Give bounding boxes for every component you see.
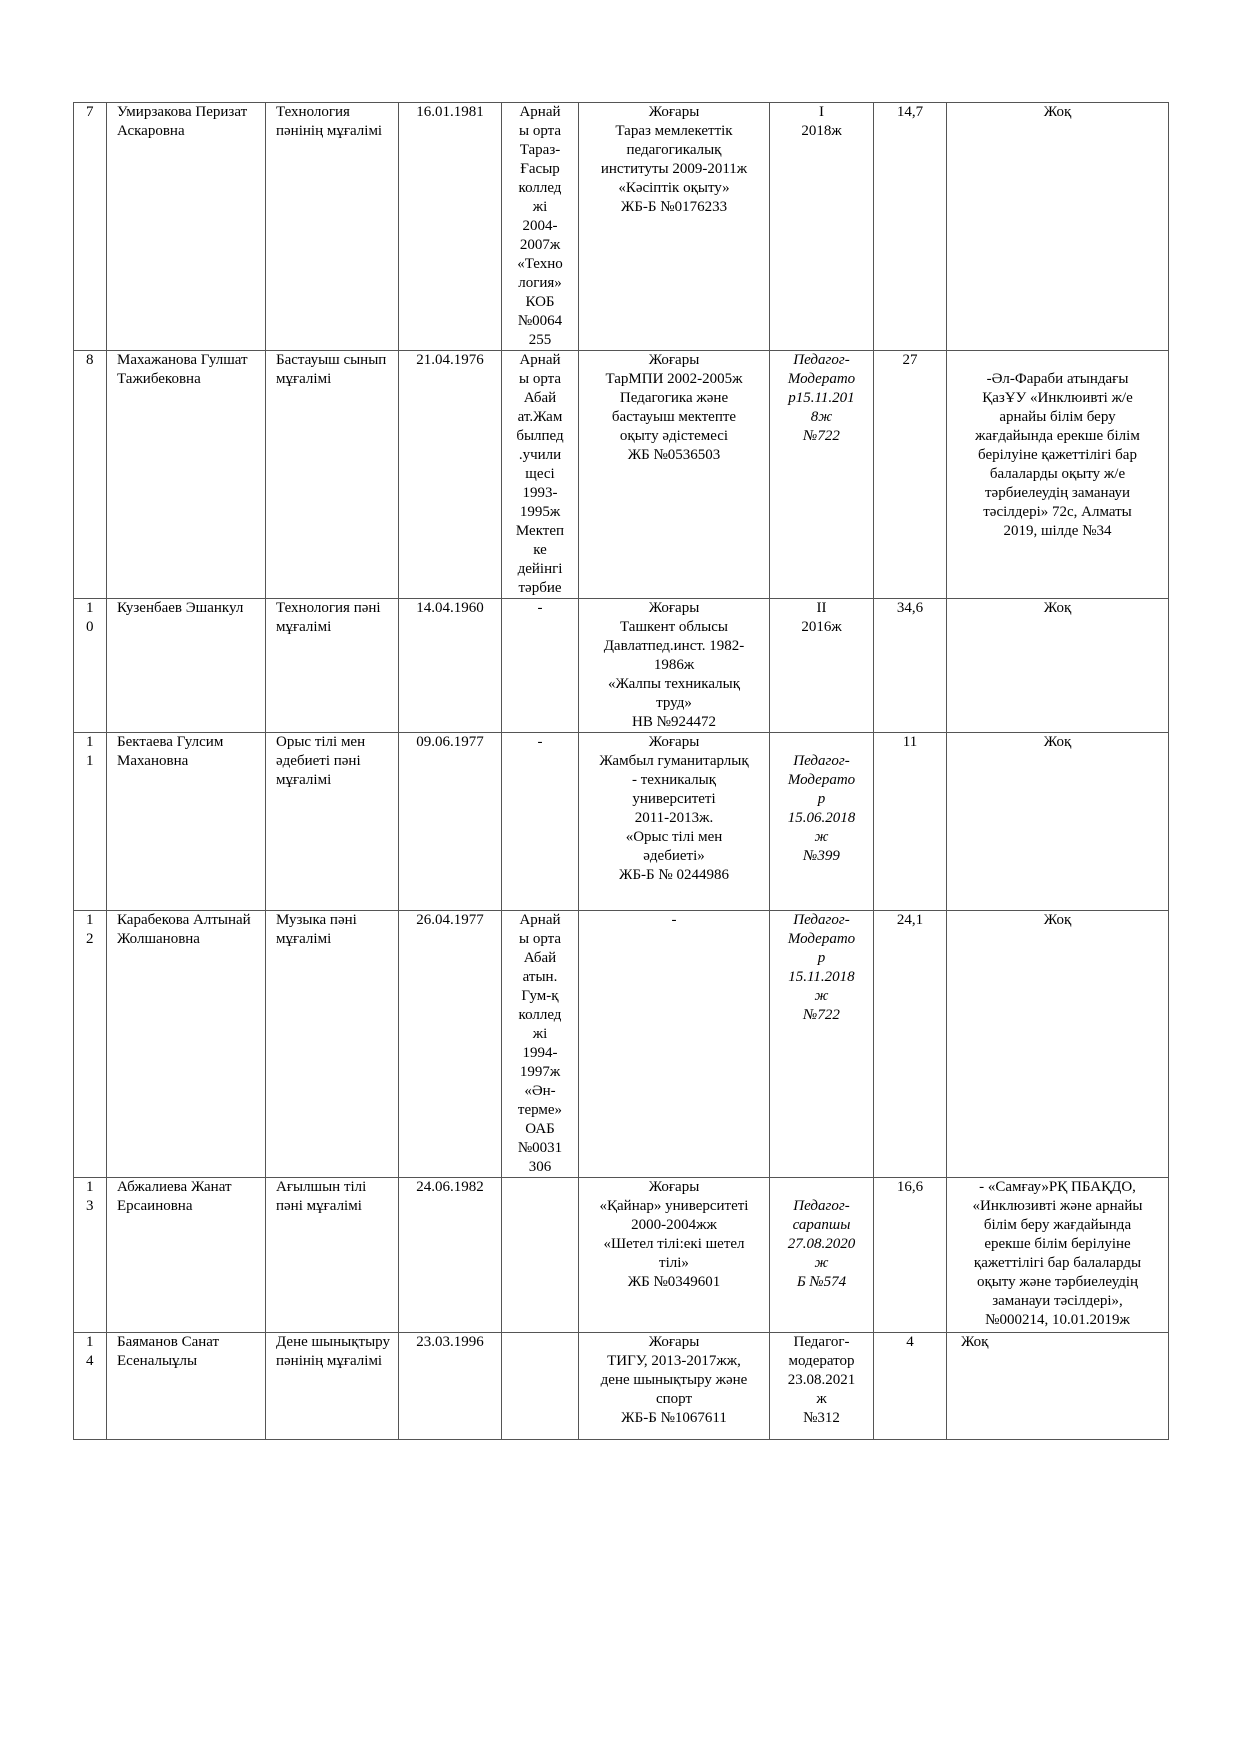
- qualification-category: [770, 911, 874, 1178]
- category-line: ж: [816, 1391, 827, 1407]
- table-row: [74, 1178, 1169, 1333]
- birth-date: [399, 599, 502, 733]
- category-line: р: [817, 950, 826, 966]
- birth-date: [399, 1178, 502, 1333]
- category-line: сарапшы: [792, 1217, 851, 1233]
- courses: [947, 1178, 1169, 1333]
- higher-education-line: Жоғары: [648, 1179, 700, 1195]
- courses-line: - «Самғау»РҚ ПБАҚДО,: [979, 1179, 1136, 1195]
- higher-education-line: ЖБ-Б № 0244986: [619, 867, 729, 883]
- higher-education-line: Педагогика және: [619, 390, 729, 406]
- secondary-education-line: ы орта: [518, 931, 562, 947]
- category-line: р15.11.201: [788, 390, 855, 406]
- birth-date: [399, 351, 502, 599]
- secondary-education-line: ы орта: [518, 371, 562, 387]
- higher-education-line: Жамбыл гуманитарлық: [599, 753, 749, 769]
- courses-line: «Инклюзивті және арнайы: [972, 1198, 1143, 1214]
- courses-line: арнайы білім беру: [999, 409, 1116, 425]
- category-line: модератор: [788, 1353, 855, 1369]
- qualification-category: [770, 103, 874, 351]
- category-line: №312: [803, 1410, 840, 1426]
- birth-date-text: 21.04.1976: [416, 352, 484, 368]
- secondary-education-line: тәрбие: [518, 580, 562, 596]
- higher-education-line: тілі»: [659, 1255, 689, 1271]
- birth-date: [399, 1333, 502, 1440]
- table-row: [74, 1333, 1169, 1440]
- higher-education: [579, 351, 770, 599]
- teacher-position: [266, 351, 399, 599]
- teacher-name: [107, 911, 266, 1178]
- courses-line: ҚазҰУ «Инклюивті ж/е: [982, 390, 1133, 406]
- secondary-education-line: жі: [532, 1026, 548, 1042]
- secondary-education-line: -: [537, 600, 543, 616]
- teacher-position-text: Дене шынықтыру пәнінің мұғалімі: [276, 1334, 390, 1369]
- courses-line: 2019, шілде №34: [1003, 523, 1112, 539]
- higher-education-line: - техникалық: [631, 772, 717, 788]
- higher-education-line: ТИГУ, 2013-2017жж,: [607, 1353, 741, 1369]
- row-number-text: 13: [86, 1179, 94, 1214]
- teacher-name-text: Бектаева Гулсим Махановна: [117, 734, 224, 769]
- courses-line: ерекше білім берілуіне: [984, 1236, 1131, 1252]
- work-experience-text: 16,6: [896, 1179, 924, 1195]
- higher-education-line: 2000-2004жж: [631, 1217, 717, 1233]
- teacher-name: [107, 1333, 266, 1440]
- secondary-education-line: 1993-: [522, 485, 558, 501]
- category-line: 23.08.2021: [787, 1372, 856, 1388]
- teacher-name-text: Кузенбаев Эшанкул: [117, 600, 244, 616]
- courses-line: Жоқ: [1043, 912, 1072, 928]
- higher-education-line: ЖБ №0349601: [627, 1274, 721, 1290]
- secondary-special-education: [502, 1333, 579, 1440]
- row-number-text: 10: [86, 600, 94, 635]
- courses-line: тәсілдері» 72с, Алматы: [983, 504, 1132, 520]
- secondary-education-line: Мектеп: [515, 523, 565, 539]
- higher-education-line: «Кәсіптік оқыту»: [618, 180, 730, 196]
- teacher-name: [107, 351, 266, 599]
- teacher-position-text: Музыка пәні мұғалімі: [276, 912, 357, 947]
- work-experience-text: 14,7: [896, 104, 924, 120]
- courses-line: Жоқ: [1043, 600, 1072, 616]
- higher-education: [579, 103, 770, 351]
- teacher-position: [266, 911, 399, 1178]
- higher-education: [579, 1178, 770, 1333]
- work-experience-text: 24,1: [896, 912, 924, 928]
- teacher-position-text: Технология пәні мұғалімі: [276, 600, 381, 635]
- secondary-education-line: 2004-: [522, 218, 558, 234]
- secondary-special-education: [502, 599, 579, 733]
- teacher-position: [266, 103, 399, 351]
- higher-education-line: Жоғары: [648, 352, 700, 368]
- secondary-education-line: ОАБ: [525, 1121, 555, 1137]
- courses: [947, 103, 1169, 351]
- table-row: [74, 733, 1169, 911]
- category-line: Модерато: [787, 931, 856, 947]
- secondary-special-education: [502, 103, 579, 351]
- row-number: [74, 351, 107, 599]
- secondary-education-line: 2007ж: [519, 237, 561, 253]
- higher-education-line: ТарМПИ 2002-2005ж: [605, 371, 743, 387]
- higher-education-line: «Қайнар» университеті: [599, 1198, 749, 1214]
- higher-education: [579, 1333, 770, 1440]
- row-number: [74, 733, 107, 911]
- higher-education-line: оқыту әдістемесі: [619, 428, 729, 444]
- higher-education-line: институты 2009-2011ж: [600, 161, 748, 177]
- courses-line: №000214, 10.01.2019ж: [985, 1312, 1130, 1328]
- secondary-education-line: ы орта: [518, 123, 562, 139]
- courses-line: -Әл-Фараби атындағы: [986, 371, 1129, 387]
- secondary-education-line: «Техно: [517, 256, 563, 272]
- secondary-education-line: Абай: [523, 950, 557, 966]
- qualification-category: [770, 1178, 874, 1333]
- courses-line: қажеттілігі бар балаларды: [973, 1255, 1142, 1271]
- higher-education-line: ЖБ-Б №0176233: [620, 199, 728, 215]
- higher-education-line: -: [671, 912, 677, 928]
- secondary-education-line: Арнай: [519, 912, 561, 928]
- teacher-name-text: Абжалиева Жанат Ерсаиновна: [117, 1179, 232, 1214]
- work-experience: [874, 1178, 947, 1333]
- secondary-education-line: Гум-қ: [521, 988, 559, 1004]
- work-experience-text: 34,6: [896, 600, 924, 616]
- secondary-education-line: 1997ж: [519, 1064, 561, 1080]
- teacher-name: [107, 599, 266, 733]
- row-number: [74, 1333, 107, 1440]
- courses-line: жағдайында ерекше білім: [975, 428, 1140, 444]
- secondary-education-line: Абай: [523, 390, 557, 406]
- higher-education-line: дене шынықтыру және: [600, 1372, 748, 1388]
- higher-education-line: педагогикалық: [626, 142, 722, 158]
- work-experience-text: 27: [902, 352, 918, 368]
- secondary-special-education: [502, 911, 579, 1178]
- courses-line: Жоқ: [1043, 734, 1072, 750]
- higher-education-line: Ташкент облысы: [620, 619, 728, 635]
- category-line: [774, 733, 869, 752]
- higher-education-line: «Шетел тілі:екі шетел: [603, 1236, 745, 1252]
- category-line: ж: [814, 829, 829, 845]
- courses-line: [951, 351, 1164, 370]
- category-line: І: [819, 104, 824, 120]
- teacher-name-text: Махажанова Гулшат Тажибековна: [117, 352, 248, 387]
- secondary-education-line: логия»: [518, 275, 562, 291]
- teacher-name-text: Умирзакова Перизат Аскаровна: [117, 104, 248, 139]
- teacher-position-text: Технология пәнінің мұғалімі: [276, 104, 383, 139]
- secondary-education-line: терме»: [517, 1102, 563, 1118]
- birth-date-text: 16.01.1981: [416, 104, 484, 120]
- work-experience: [874, 351, 947, 599]
- higher-education-line: Жоғары: [648, 1334, 700, 1350]
- secondary-education-line: «Ән-: [524, 1083, 556, 1099]
- secondary-education-line: .учили: [518, 447, 562, 463]
- secondary-education-line: -: [537, 734, 543, 750]
- row-number-text: 12: [86, 912, 94, 947]
- secondary-education-line: дейінгі: [517, 561, 563, 577]
- teacher-position: [266, 1178, 399, 1333]
- qualification-category: [770, 1333, 874, 1440]
- secondary-education-line: ат.Жам: [517, 409, 563, 425]
- secondary-education-line: Ғасыр: [520, 161, 560, 177]
- category-line: Модерато: [787, 772, 856, 788]
- secondary-education-line: коллед: [518, 180, 562, 196]
- secondary-education-line: жі: [532, 199, 548, 215]
- category-line: [774, 1178, 869, 1197]
- category-line: 27.08.2020: [787, 1236, 856, 1252]
- higher-education: [579, 733, 770, 911]
- courses: [947, 599, 1169, 733]
- teacher-position-text: Орыс тілі мен әдебиеті пәні мұғалімі: [276, 734, 366, 788]
- secondary-education-line: 306: [528, 1159, 552, 1175]
- higher-education-line: Жоғары: [648, 734, 700, 750]
- secondary-education-line: 1994-: [522, 1045, 558, 1061]
- higher-education-line: ЖБ-Б №1067611: [621, 1410, 727, 1426]
- higher-education-line: әдебиеті»: [643, 848, 705, 864]
- category-line: 15.11.2018: [788, 969, 855, 985]
- qualification-category: [770, 733, 874, 911]
- row-number-text: 8: [86, 352, 94, 368]
- secondary-education-line: КОБ: [525, 294, 555, 310]
- category-line: №722: [803, 428, 840, 444]
- courses-line: заманауи тәсілдері»,: [992, 1293, 1123, 1309]
- higher-education-line: ЖБ №0536503: [627, 447, 721, 463]
- secondary-education-line: ке: [533, 542, 547, 558]
- courses-line: оқыту және тәрбиелеудің: [976, 1274, 1139, 1290]
- row-number-text: 14: [86, 1334, 94, 1369]
- courses-line: Жоқ: [1043, 104, 1072, 120]
- work-experience: [874, 911, 947, 1178]
- category-line: р: [817, 791, 826, 807]
- table-row: [74, 911, 1169, 1178]
- work-experience: [874, 599, 947, 733]
- category-line: ж: [814, 988, 829, 1004]
- category-line: 2016ж: [801, 619, 842, 635]
- table-row: [74, 351, 1169, 599]
- teacher-name: [107, 1178, 266, 1333]
- teacher-name: [107, 103, 266, 351]
- category-line: 8ж: [810, 409, 833, 425]
- birth-date: [399, 733, 502, 911]
- category-line: Б №574: [796, 1274, 847, 1290]
- row-number-text: 7: [86, 104, 94, 120]
- category-line: 2018ж: [801, 123, 842, 139]
- category-line: 15.06.2018: [787, 810, 856, 826]
- birth-date-text: 24.06.1982: [416, 1179, 484, 1195]
- work-experience: [874, 1333, 947, 1440]
- row-number-text: 11: [86, 734, 94, 769]
- higher-education-line: университеті: [632, 791, 716, 807]
- category-line: ж: [814, 1255, 829, 1271]
- higher-education: [579, 911, 770, 1178]
- courses-line: Жоқ: [961, 1334, 989, 1350]
- work-experience-text: 4: [906, 1334, 914, 1350]
- courses-line: білім беру жағдайында: [983, 1217, 1132, 1233]
- birth-date-text: 09.06.1977: [416, 734, 484, 750]
- secondary-education-line: былпед: [516, 428, 564, 444]
- secondary-education-line: №0031: [517, 1140, 563, 1156]
- category-line: Педагог-: [793, 1334, 850, 1350]
- secondary-special-education: [502, 1178, 579, 1333]
- table-row: [74, 599, 1169, 733]
- category-line: Педагог-: [793, 753, 850, 769]
- work-experience: [874, 103, 947, 351]
- secondary-education-line: Арнай: [519, 104, 561, 120]
- category-line: Педагог-: [793, 352, 850, 368]
- secondary-education-line: атын.: [522, 969, 558, 985]
- category-line: ІІ: [816, 600, 827, 616]
- teacher-name: [107, 733, 266, 911]
- higher-education-line: труд»: [656, 695, 692, 711]
- teacher-position: [266, 733, 399, 911]
- qualification-category: [770, 351, 874, 599]
- birth-date-text: 23.03.1996: [416, 1334, 484, 1350]
- category-line: №722: [803, 1007, 840, 1023]
- birth-date: [399, 103, 502, 351]
- higher-education-line: Жоғары: [648, 600, 700, 616]
- row-number: [74, 911, 107, 1178]
- teacher-position: [266, 599, 399, 733]
- higher-education-line: Тараз мемлекеттік: [615, 123, 733, 139]
- category-line: №399: [803, 848, 840, 864]
- teacher-position: [266, 1333, 399, 1440]
- secondary-education-line: Тараз-: [519, 142, 561, 158]
- secondary-special-education: [502, 733, 579, 911]
- secondary-education-line: №0064: [517, 313, 563, 329]
- courses-line: балаларды оқыту ж/е: [989, 466, 1126, 482]
- higher-education-line: Жоғары: [648, 104, 700, 120]
- document-page: [73, 102, 1168, 1440]
- courses: [947, 733, 1169, 911]
- teacher-name-text: Баяманов Санат Есеналыұлы: [117, 1334, 220, 1369]
- category-line: Педагог-: [793, 912, 850, 928]
- courses: [947, 911, 1169, 1178]
- higher-education-line: 1986ж: [653, 657, 695, 673]
- higher-education-line: бастауыш мектепте: [611, 409, 737, 425]
- teacher-name-text: Карабекова Алтынай Жолшановна: [117, 912, 251, 947]
- birth-date: [399, 911, 502, 1178]
- higher-education-line: 2011-2013ж.: [634, 810, 714, 826]
- secondary-education-line: 255: [528, 332, 552, 348]
- teacher-position-text: Бастауыш сынып мұғалімі: [276, 352, 387, 387]
- courses-line: тәрбиелеудің заманауи: [984, 485, 1130, 501]
- teacher-position-text: Ағылшын тілі пәні мұғалімі: [276, 1179, 367, 1214]
- secondary-special-education: [502, 351, 579, 599]
- higher-education-line: Давлатпед.инст. 1982-: [603, 638, 745, 654]
- category-line: Модерато: [787, 371, 856, 387]
- courses: [947, 1333, 1169, 1440]
- higher-education: [579, 599, 770, 733]
- table-row: [74, 103, 1169, 351]
- courses: [947, 351, 1169, 599]
- secondary-education-line: Арнай: [519, 352, 561, 368]
- secondary-education-line: коллед: [518, 1007, 562, 1023]
- higher-education-line: «Жалпы техникалық: [608, 676, 740, 692]
- higher-education-line: НВ №924472: [632, 714, 716, 730]
- higher-education-line: спорт: [655, 1391, 693, 1407]
- teachers-table: [73, 102, 1169, 1440]
- birth-date-text: 14.04.1960: [416, 600, 484, 616]
- work-experience-text: 11: [902, 734, 918, 750]
- secondary-education-line: 1995ж: [519, 504, 561, 520]
- row-number: [74, 1178, 107, 1333]
- birth-date-text: 26.04.1977: [416, 912, 484, 928]
- higher-education-line: «Орыс тілі мен: [625, 829, 723, 845]
- category-line: Педагог-: [793, 1198, 850, 1214]
- secondary-education-line: щесі: [525, 466, 555, 482]
- row-number: [74, 599, 107, 733]
- row-number: [74, 103, 107, 351]
- qualification-category: [770, 599, 874, 733]
- courses-line: берілуіне қажеттілігі бар: [978, 447, 1137, 463]
- work-experience: [874, 733, 947, 911]
